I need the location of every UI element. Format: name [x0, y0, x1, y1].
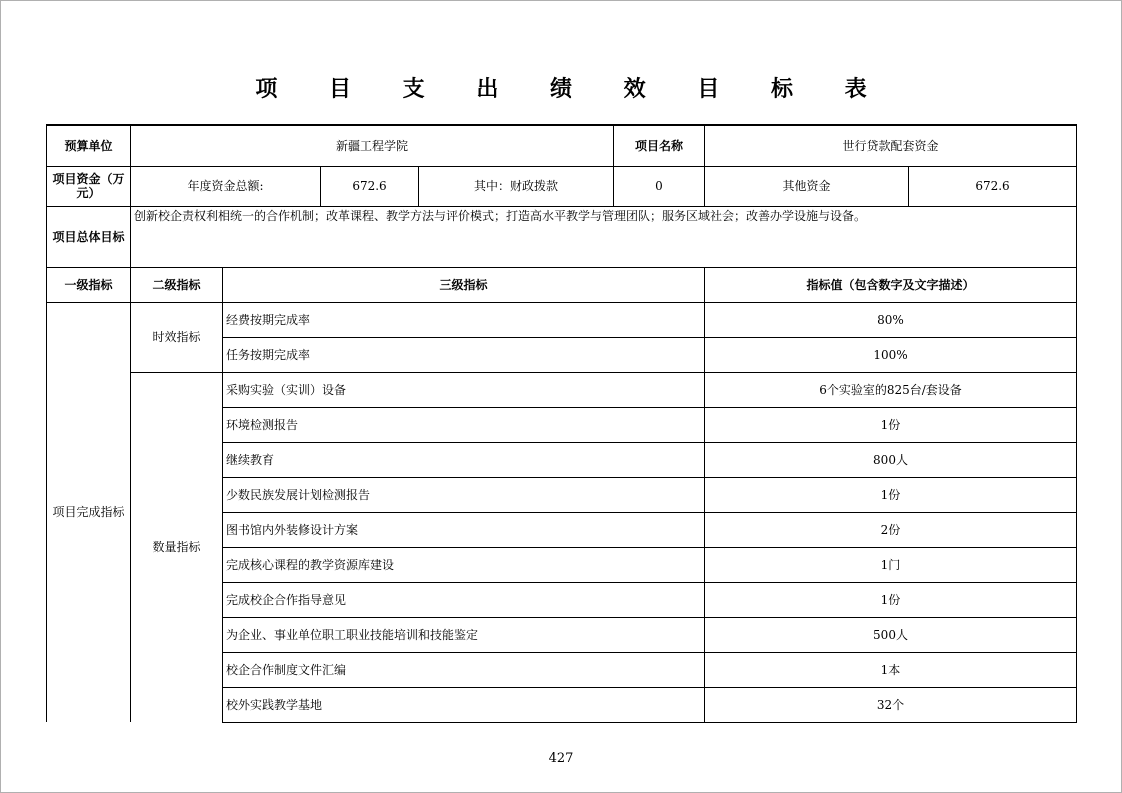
indicator-name: 继续教育 [223, 442, 705, 477]
page-title: 项 目 支 出 绩 效 目 标 表 [255, 76, 889, 102]
annual-total-value: 672.6 [321, 166, 419, 206]
indicator-value: 1本 [705, 652, 1077, 687]
indicator-name: 校企合作制度文件汇编 [223, 652, 705, 687]
other-funds-label: 其他资金 [705, 166, 909, 206]
indicator-value: 32个 [705, 687, 1077, 722]
indicator-name: 图书馆内外装修设计方案 [223, 512, 705, 547]
column-header-level3: 三级指标 [223, 267, 705, 302]
budget-unit-label: 预算单位 [47, 125, 131, 166]
indicator-name: 经费按期完成率 [223, 302, 705, 337]
indicator-value: 6个实验室的825台/套设备 [705, 372, 1077, 407]
indicator-name: 少数民族发展计划检测报告 [223, 477, 705, 512]
column-header-level1: 一级指标 [47, 267, 131, 302]
level1-indicator: 项目完成指标 [47, 302, 131, 722]
performance-table [46, 124, 1077, 723]
indicator-name: 为企业、事业单位职工职业技能培训和技能鉴定 [223, 617, 705, 652]
page-number: 427 [548, 751, 574, 766]
project-name-value: 世行贷款配套资金 [705, 125, 1077, 166]
indicator-name: 任务按期完成率 [223, 337, 705, 372]
overall-goal-text: 创新校企责权利相统一的合作机制；改革课程、教学方法与评价模式；打造高水平教学与管理团队；服务区域社会；改善办学设施与设备。 [131, 206, 1077, 267]
other-funds-value: 672.6 [909, 166, 1077, 206]
column-header-value: 指标值（包含数字及文字描述） [705, 267, 1077, 302]
indicator-name: 完成核心课程的教学资源库建设 [223, 547, 705, 582]
project-funds-label: 项目资金（万元） [47, 166, 131, 206]
fiscal-allocation-label: 其中：财政拨款 [419, 166, 614, 206]
indicator-value: 500人 [705, 617, 1077, 652]
indicator-value: 1份 [705, 582, 1077, 617]
project-name-label: 项目名称 [614, 125, 705, 166]
annual-total-label: 年度资金总额: [131, 166, 321, 206]
level2-indicator: 时效指标 [131, 302, 223, 372]
indicator-value: 1份 [705, 477, 1077, 512]
indicator-value: 800人 [705, 442, 1077, 477]
indicator-name: 校外实践教学基地 [223, 687, 705, 722]
indicator-value: 1份 [705, 407, 1077, 442]
indicator-name: 采购实验（实训）设备 [223, 372, 705, 407]
overall-goal-label: 项目总体目标 [47, 206, 131, 267]
indicator-value: 80% [705, 302, 1077, 337]
level2-indicator: 数量指标 [131, 372, 223, 722]
column-header-level2: 二级指标 [131, 267, 223, 302]
fiscal-allocation-value: 0 [614, 166, 705, 206]
indicator-value: 100% [705, 337, 1077, 372]
indicator-value: 1门 [705, 547, 1077, 582]
indicator-name: 环境检测报告 [223, 407, 705, 442]
budget-unit-value: 新疆工程学院 [131, 125, 614, 166]
indicator-value: 2份 [705, 512, 1077, 547]
indicator-name: 完成校企合作指导意见 [223, 582, 705, 617]
